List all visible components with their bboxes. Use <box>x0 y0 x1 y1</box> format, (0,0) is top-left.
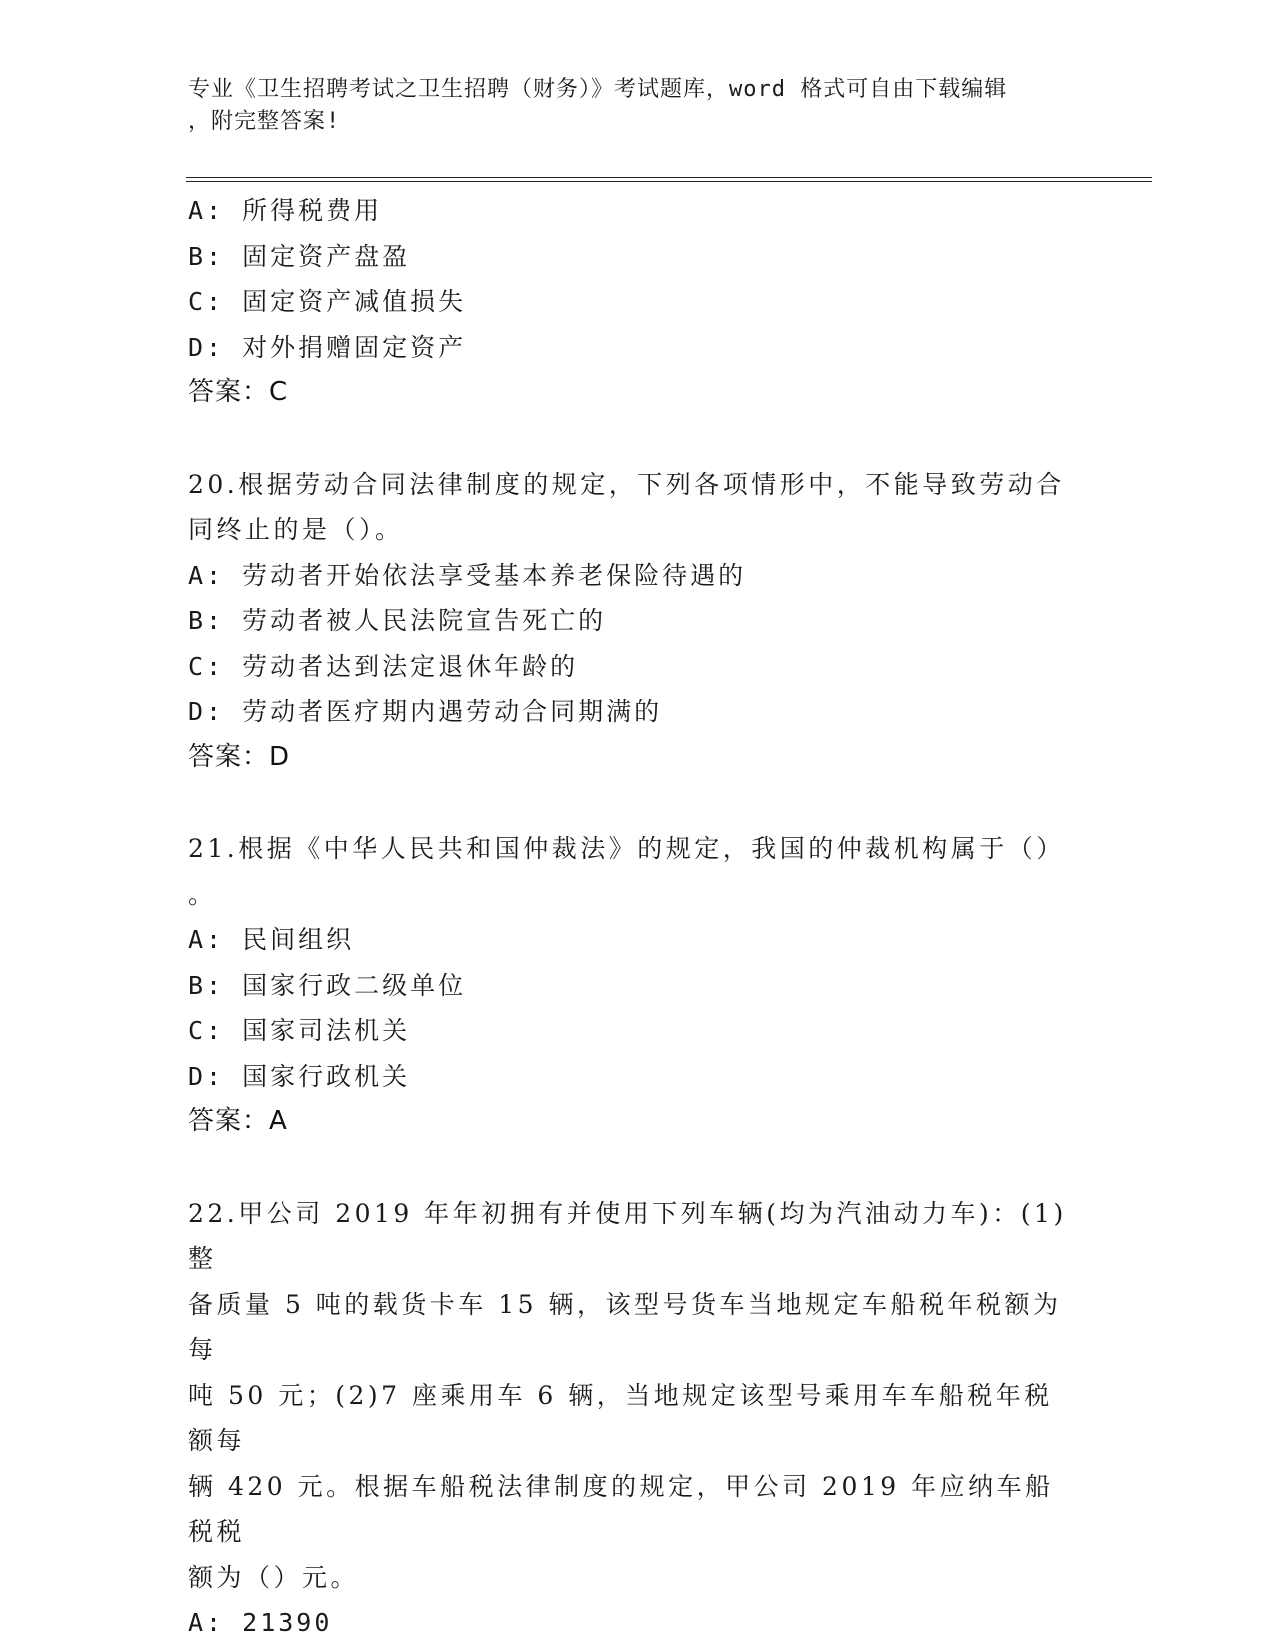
question-19 <box>188 188 1088 416</box>
option-d: D: 劳动者医疗期内遇劳动合同期满的 <box>188 697 663 726</box>
question-text-line: 20.根据劳动合同法律制度的规定，下列各项情形中，不能导致劳动合 <box>188 469 1065 499</box>
answer-label: 答案：D <box>188 741 291 772</box>
header-divider-bottom <box>186 181 1152 182</box>
option-d: D: 对外捐赠固定资产 <box>188 332 467 362</box>
header-line-1: 专业《卫生招聘考试之卫生招聘（财务）》考试题库，word 格式可自由下载编辑 <box>188 77 1008 102</box>
option-d: D: 国家行政机关 <box>188 1061 411 1091</box>
answer-label: 答案：A <box>188 1106 288 1136</box>
question-21 <box>188 826 1088 1145</box>
option-b: B: 劳动者被人民法院宣告死亡的 <box>188 606 607 635</box>
question-text-line: 同终止的是（）。 <box>188 515 404 544</box>
question-text-line: 22.甲公司 2019 年年初拥有并使用下列车辆(均为汽油动力车)：(1)整 <box>188 1198 1067 1273</box>
question-text <box>188 462 1068 553</box>
header-divider-top <box>186 177 1152 178</box>
question-text-line: 辆 420 元。根据车船税法律制度的规定，甲公司 2019 年应纳车船税税 <box>188 1471 1054 1546</box>
question-text-line: 吨 50 元；(2)7 座乘用车 6 辆，当地规定该型号乘用车车船税年税额每 <box>188 1380 1053 1455</box>
question-20 <box>188 462 1088 781</box>
question-text-line: 21.根据《中华人民共和国仲裁法》的规定，我国的仲裁机构属于（） <box>188 834 1065 863</box>
option-b: B: 固定资产盘盈 <box>188 241 411 271</box>
question-text <box>188 826 1068 917</box>
question-22 <box>188 1191 1088 1646</box>
option-a: A: 劳动者开始依法享受基本养老保险待遇的 <box>188 560 747 590</box>
option-a: A: 民间组织 <box>188 925 355 954</box>
question-text-line: 额为（）元。 <box>188 1562 360 1592</box>
option-a: A: 所得税费用 <box>188 196 383 225</box>
document-header <box>188 74 1068 138</box>
option-c: C: 国家司法机关 <box>188 1016 411 1045</box>
option-b: B: 国家行政二级单位 <box>188 970 467 1000</box>
option-a: A: 21390 <box>188 1608 333 1637</box>
answer-label: 答案：C <box>188 377 289 407</box>
option-c: C: 劳动者达到法定退休年龄的 <box>188 651 579 681</box>
question-text <box>188 1191 1068 1601</box>
option-c: C: 固定资产减值损失 <box>188 287 467 316</box>
header-line-2: ，附完整答案! <box>188 109 341 134</box>
question-text-line: 备质量 5 吨的载货卡车 15 辆，该型号货车当地规定车船税年税额为每 <box>188 1289 1062 1364</box>
question-text-line: 。 <box>188 879 217 909</box>
question-list <box>188 188 1088 1646</box>
